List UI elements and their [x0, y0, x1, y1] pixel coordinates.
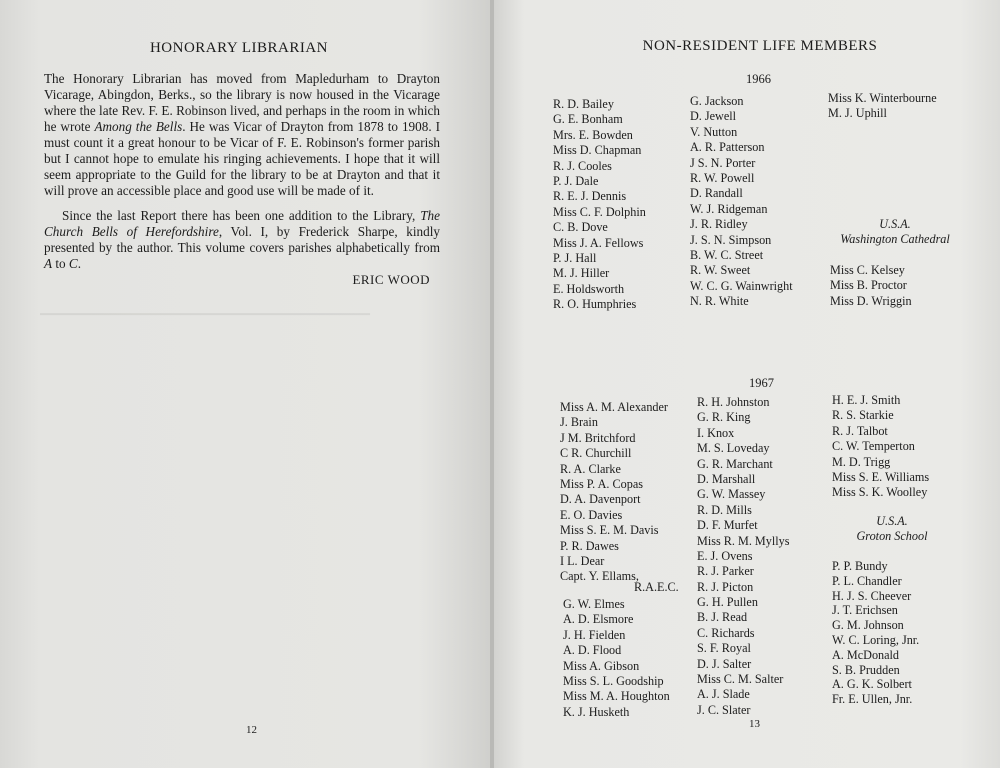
- member-name: R. A. Clarke: [560, 461, 621, 476]
- member-name: Miss S. E. M. Davis: [560, 523, 659, 538]
- member-name: R. J. Picton: [697, 579, 754, 594]
- member-name: P. P. Bundy: [832, 559, 888, 573]
- member-name: Capt. Y. Ellams,: [560, 569, 639, 584]
- member-name: G. W. Elmes: [563, 597, 625, 611]
- member-name: N. R. White: [690, 294, 749, 309]
- usa-place-1967: Groton School: [856, 529, 928, 543]
- member-name: M. J. Uphill: [828, 106, 887, 121]
- member-name: J S. N. Porter: [690, 155, 756, 170]
- year-heading-1966: 1966: [746, 72, 771, 86]
- member-name: Miss C. F. Dolphin: [553, 204, 646, 219]
- member-name: S. F. Royal: [697, 641, 751, 656]
- member-name: R. O. Humphries: [553, 297, 637, 312]
- member-name: J. S. N. Simpson: [690, 232, 772, 247]
- member-name: Miss D. Wriggin: [830, 293, 912, 308]
- members-1967-column-3: [832, 393, 929, 501]
- member-name: R. E. J. Dennis: [553, 189, 627, 204]
- member-name: Miss A. Gibson: [563, 658, 640, 673]
- member-name: D. F. Murfet: [697, 518, 758, 533]
- member-name: S. B. Prudden: [832, 662, 900, 677]
- member-name: A. J. Slade: [697, 687, 750, 702]
- member-name: W. C. G. Wainwright: [690, 278, 793, 293]
- right-page: [494, 0, 1000, 768]
- member-name: Fr. E. Ullen, Jnr.: [832, 692, 913, 707]
- paragraph1-segment: Among the Bells: [94, 119, 183, 134]
- paragraph2-segment: to: [52, 256, 69, 271]
- member-name: D. Marshall: [697, 471, 756, 486]
- year-heading-1967: 1967: [749, 376, 774, 390]
- librarian-paragraph-2: [44, 208, 440, 272]
- member-name: G. H. Pullen: [697, 595, 758, 610]
- member-name: Miss R. M. Myllys: [697, 533, 790, 548]
- member-name: J. Brain: [560, 415, 598, 430]
- member-name: R. J. Talbot: [832, 423, 888, 438]
- member-name: C R. Churchill: [560, 446, 632, 461]
- member-name: R. W. Powell: [690, 170, 755, 185]
- member-name: D. Jewell: [690, 109, 737, 124]
- page-number: 12: [246, 724, 257, 736]
- member-name: A. D. Elsmore: [563, 612, 634, 627]
- members-1966-column-3: [828, 91, 937, 122]
- signature: ERIC WOOD: [352, 272, 430, 287]
- member-name: H. J. S. Cheever: [832, 588, 912, 603]
- member-name: Miss K. Winterbourne: [828, 91, 937, 105]
- members-1967-column-2: [697, 395, 789, 718]
- member-name: G. R. King: [697, 410, 751, 425]
- usa-place-1966: Washington Cathedral: [840, 232, 950, 246]
- member-name: M. D. Trigg: [832, 454, 891, 469]
- member-name: E. Holdsworth: [553, 281, 625, 296]
- show-through-text: ▁▁▁▁▁▁▁▁▁▁▁▁▁▁▁▁▁▁▁▁▁▁▁▁▁▁▁▁▁▁▁▁▁: [40, 300, 370, 315]
- member-name: J. H. Fielden: [563, 627, 626, 642]
- paragraph2-segment: .: [77, 256, 82, 271]
- member-name: B. W. C. Street: [690, 247, 764, 262]
- members-1966-usa: [830, 263, 912, 309]
- member-name: Miss S. E. Williams: [832, 469, 930, 484]
- member-name: B. J. Read: [697, 610, 748, 625]
- page-number: 13: [749, 718, 760, 730]
- paragraph2-segment: Since the last Report there has been one addition to the Library,: [62, 208, 421, 223]
- members-1967-column-1: [560, 400, 668, 585]
- members-title: NON-RESIDENT LIFE MEMBERS: [642, 38, 878, 54]
- paragraph1-segment: The Honorary Librarian has moved from Mapledurham to Drayton Vicarage, Abingdon, Berks., so the library is now housed in the Vicarage where the late Rev. F. E. Robinson lived, and perhaps in the room in which he wrote: [44, 71, 440, 134]
- member-name: A. D. Flood: [563, 643, 622, 658]
- member-name: C. Richards: [697, 625, 755, 640]
- member-name: Miss S. K. Woolley: [832, 485, 928, 500]
- member-name: H. E. J. Smith: [832, 393, 901, 407]
- member-name: R. W. Sweet: [690, 263, 751, 278]
- member-name: R. D. Bailey: [553, 97, 614, 111]
- member-name: Miss M. A. Houghton: [563, 689, 670, 704]
- member-name: Miss C. Kelsey: [830, 263, 905, 277]
- member-name: P. R. Dawes: [560, 538, 619, 553]
- member-name: M. S. Loveday: [697, 441, 770, 456]
- member-name: A. R. Patterson: [690, 140, 765, 155]
- member-name: I L. Dear: [560, 553, 605, 568]
- section-title: HONORARY LIBRARIAN: [149, 40, 329, 56]
- member-name: D. J. Salter: [697, 656, 752, 671]
- left-page: [0, 0, 492, 768]
- paragraph1-segment: . He was Vicar of Drayton from 1878 to 1908. I must count it a great honour to be Vicar of F. E. Robinson's former parish but I cannot hope to emulate his ringing achievements. I hope that it will seem appropriate to the Guild for the library to be at Drayton and that it will prove an accessible place and good use will be made of it.: [44, 119, 441, 198]
- member-name: Miss A. M. Alexander: [560, 400, 668, 414]
- member-name: Miss C. M. Salter: [697, 672, 784, 687]
- member-name: G. E. Bonham: [553, 112, 623, 127]
- member-name: J. R. Ridley: [690, 217, 748, 232]
- member-name: V. Nutton: [690, 124, 738, 139]
- member-name: R. J. Parker: [697, 564, 754, 579]
- members-1967-column-1-continued: [563, 597, 670, 720]
- member-name: Miss P. A. Copas: [560, 476, 643, 491]
- librarian-paragraph-1: [44, 71, 440, 199]
- member-name: K. J. Husketh: [563, 704, 630, 719]
- usa-heading-1966: U.S.A.: [879, 217, 911, 231]
- member-name: D. Randall: [690, 186, 743, 201]
- member-name: G. R. Marchant: [697, 456, 773, 471]
- member-name: P. L. Chandler: [832, 573, 902, 588]
- member-name: R. H. Johnston: [697, 395, 770, 409]
- members-1967-usa: [832, 559, 919, 707]
- member-name: J. C. Slater: [697, 702, 751, 717]
- member-name: D. A. Davenport: [560, 492, 641, 507]
- member-name: Miss D. Chapman: [553, 143, 642, 158]
- paragraph2-segment: The Church Bells of Herefordshire: [44, 208, 440, 239]
- member-name: G. Jackson: [690, 94, 744, 108]
- member-name: A. McDonald: [832, 647, 900, 662]
- members-1967-column-1-suffix: R.A.E.C.: [634, 580, 679, 594]
- paragraph2-segment: , Vol. I, by Frederick Sharpe, kindly presented by the author. This volume covers parishes alphabetically from: [44, 224, 440, 255]
- member-name: R. J. Cooles: [553, 158, 612, 173]
- member-name: J M. Britchford: [560, 430, 636, 445]
- member-name: C. W. Temperton: [832, 439, 915, 454]
- paragraph2-segment: A: [44, 256, 53, 271]
- member-name: M. J. Hiller: [553, 266, 610, 281]
- member-name: J. T. Erichsen: [832, 603, 898, 618]
- member-name: E. O. Davies: [560, 507, 623, 522]
- usa-heading-1967: U.S.A.: [876, 514, 908, 528]
- member-name: W. C. Loring, Jnr.: [832, 632, 920, 647]
- member-name: Miss S. L. Goodship: [563, 673, 664, 688]
- member-name: W. J. Ridgeman: [690, 201, 768, 216]
- member-name: I. Knox: [697, 425, 735, 440]
- members-1966-column-2: [690, 94, 793, 309]
- member-name: P. J. Dale: [553, 173, 599, 188]
- member-name: Miss J. A. Fellows: [553, 235, 644, 250]
- member-name: G. M. Johnson: [832, 618, 904, 633]
- paragraph2-segment: C: [68, 256, 78, 271]
- member-name: A. G. K. Solbert: [832, 677, 912, 692]
- member-name: E. J. Ovens: [697, 548, 753, 563]
- member-name: C. B. Dove: [553, 220, 608, 235]
- member-name: G. W. Massey: [697, 487, 766, 502]
- members-1966-column-1: [553, 97, 646, 312]
- member-name: Miss B. Proctor: [830, 278, 907, 293]
- member-name: R. D. Mills: [697, 502, 752, 517]
- member-name: Mrs. E. Bowden: [553, 127, 633, 142]
- member-name: P. J. Hall: [553, 250, 597, 265]
- member-name: R. S. Starkie: [832, 408, 894, 423]
